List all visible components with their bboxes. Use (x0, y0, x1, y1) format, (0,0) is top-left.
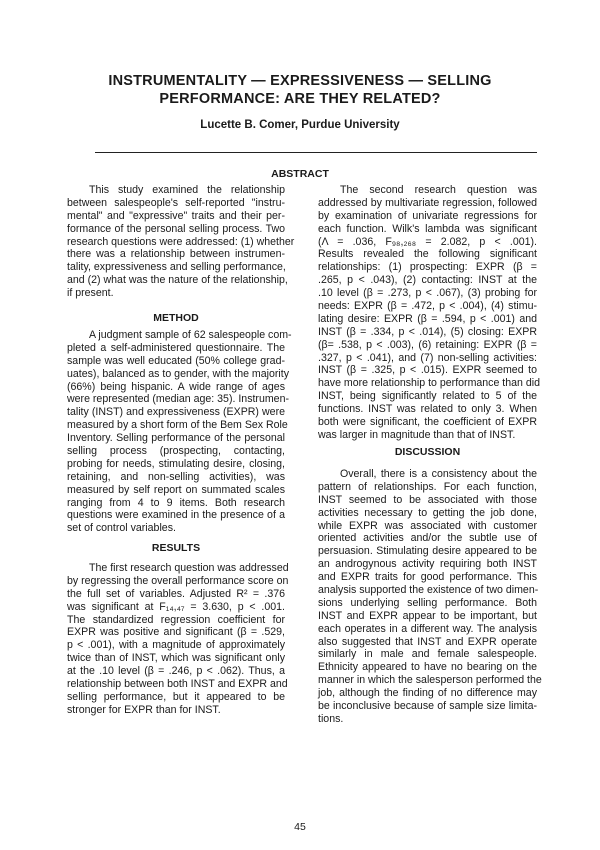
text-line: The first research question was addressed (89, 562, 289, 574)
text-line: manner in which the salesperson performed the (318, 674, 542, 687)
text-line: selling process (prospecting, contacting, (67, 445, 285, 458)
text-line: The second research question was (340, 184, 537, 196)
text-line: was larger in magnitude than that of INST. (318, 428, 516, 441)
method-paragraph (67, 329, 292, 535)
text-line: INST, being significantly related to 5 of the (318, 390, 537, 403)
text-line: .10 level (β = .273, p < .067), (3) probing for (318, 287, 537, 300)
text-line: (Λ = .036, F₉₈,₂₆₈ = 2.082, p < .001). (318, 235, 537, 248)
text-line: twice than of INST, which was significant only (67, 652, 285, 665)
text-line: p < .001), with a magnitude of approximately (67, 639, 285, 652)
text-line: Overall, there is a consistency about the (340, 468, 537, 480)
text-line: questions were examined in the presence of a (67, 509, 285, 522)
heading-method: METHOD (153, 312, 199, 324)
text-line: by regressing the overall performance score on (67, 574, 289, 587)
text-line: .327, p < .041), and (7) non-selling activities: (318, 351, 537, 364)
text-line: Results revealed the following significant (318, 248, 537, 261)
text-line: at the .10 level (β = .246, p < .062). Thus, a (67, 665, 285, 678)
text-line: were represented (median age: 35). Instrumen- (67, 393, 289, 406)
text-line: analysis supported the existence of two dimen- (318, 584, 539, 597)
text-line: selling performance, but it appeared to be (67, 690, 285, 703)
text-line: functions. INST was related to only 3. When (318, 403, 537, 416)
text-line: INST and EXPR appear to be important, but (318, 609, 537, 622)
text-line: similarly in male and female salespeople. (318, 648, 537, 661)
text-line: and (2) what was the nature of the relationship, (67, 274, 288, 287)
text-line: Ethnicity appeared to have no bearing on the (318, 661, 537, 674)
text-line: sample was well educated (50% college grad- (67, 354, 285, 367)
text-line: .265, p < .043), (2) contacting: INST at the (318, 274, 537, 287)
text-line: oriented activities and/or the subtle use of (318, 532, 537, 545)
text-line: have more relationship to performance than did (318, 377, 541, 390)
paper-title (0, 72, 600, 108)
text-line: retaining, and non-selling activities), was (67, 470, 285, 483)
text-line: Inventory. Selling performance of the personal (67, 432, 285, 445)
text-line: persuasion. Stimulating desire appeared to be (318, 545, 537, 558)
text-line: needs: EXPR (β = .472, p < .004), (4) stimu- (318, 300, 537, 313)
text-line: INST (β = .334, p < .014), (5) closing: EXPR (318, 325, 537, 338)
text-line: INST seemed to be associated with those (318, 493, 537, 506)
heading-discussion: DISCUSSION (394, 446, 461, 458)
text-line: the full set of variables. Adjusted R² = .376 (67, 587, 285, 600)
text-line: tality (INST) and expressiveness (EXPR) were (67, 406, 285, 419)
text-line: (β= .538, p < .003), (6) retaining: EXPR (β = (318, 338, 537, 351)
text-line: tions. (318, 712, 344, 725)
text-line: set of control variables. (67, 522, 176, 535)
author-line: Lucette B. Comer, Purdue University (200, 119, 400, 131)
text-line: each function. Wilk's lambda was significant (318, 222, 537, 235)
text-line: be inconclusive because of sample size limita- (318, 700, 537, 713)
text-line: sions underlying selling performance. Both (318, 596, 537, 609)
text-line: between salespeople's self-reported "instru- (67, 196, 285, 209)
text-line: formance of the personal selling process. Two (67, 222, 285, 235)
text-line: stronger for EXPR than for INST. (67, 703, 221, 716)
title-line: PERFORMANCE: ARE THEY RELATED? (159, 91, 441, 107)
title-line: INSTRUMENTALITY — EXPRESSIVENESS — SELLING (108, 73, 492, 89)
text-line: EXPR was positive and significant (β = .529, (67, 626, 285, 639)
text-line: ranging from 4 to 9 items. Both research (67, 496, 285, 509)
text-line: relationship between both INST and EXPR and (67, 678, 288, 691)
text-line: there was a relationship between instrumen- (67, 248, 285, 261)
text-line: uates), balanced as to gender, with the majority (67, 367, 290, 380)
text-line: mental" and "expressive" traits and their per- (67, 209, 285, 222)
results-paragraph (67, 562, 289, 717)
text-line: relationships: (1) prospecting: EXPR (β = (318, 261, 537, 274)
heading-results: RESULTS (151, 542, 201, 554)
text-line: INST (β = .325, p < .015). EXPR seemed to (318, 364, 537, 377)
text-line: pleted a self-administered questionnaire. The (67, 341, 285, 354)
abstract-paragraph (67, 184, 295, 300)
text-line: measured by self report on summated scales (67, 483, 285, 496)
text-line: if present. (67, 287, 114, 300)
text-line: (66%) being hispanic. A wide range of ages (67, 380, 285, 393)
text-line: measured by a short form of the Bem Sex Role (67, 419, 288, 432)
divider-rule (95, 152, 537, 153)
text-line: both were significant, the coefficient of EXPR (318, 416, 537, 429)
text-line: job, although the finding of no difference may (318, 687, 537, 700)
text-line: while EXPR was associated with customer (318, 519, 537, 532)
text-line: pattern of relationships. For each function, (318, 480, 537, 493)
text-line: A judgment sample of 62 salespeople com- (89, 329, 292, 341)
page-number: 45 (294, 821, 306, 833)
text-line: also suggested that INST and EXPR operate (318, 635, 537, 648)
text-line: an androgynous activity requiring both INST (318, 558, 537, 571)
text-line: research questions were addressed: (1) whether (67, 235, 295, 248)
text-line: probing for needs, stimulating desire, closing, (67, 457, 285, 470)
text-line: and EXPR traits for good performance. This (318, 571, 537, 584)
text-line: The standardized regression coefficient for (67, 613, 285, 626)
text-line: was significant at F₁₄,₄₇ = 3.630, p < .001. (67, 600, 285, 613)
text-line: tality, expressiveness and selling performance, (67, 261, 286, 274)
results-continued-paragraph (318, 184, 541, 442)
text-line: addressed by multivariate regression, followed (318, 196, 537, 209)
text-line: lating desire: EXPR (β = .594, p < .001) and (318, 312, 537, 325)
heading-abstract: ABSTRACT (271, 168, 329, 180)
text-line: activities necessary to getting the job done, (318, 506, 537, 519)
text-line: by examination of univariate regressions for (318, 209, 537, 222)
discussion-paragraph (318, 468, 542, 726)
text-line: each operates in a different way. The analysis (318, 622, 537, 635)
text-line: This study examined the relationship (89, 184, 285, 196)
